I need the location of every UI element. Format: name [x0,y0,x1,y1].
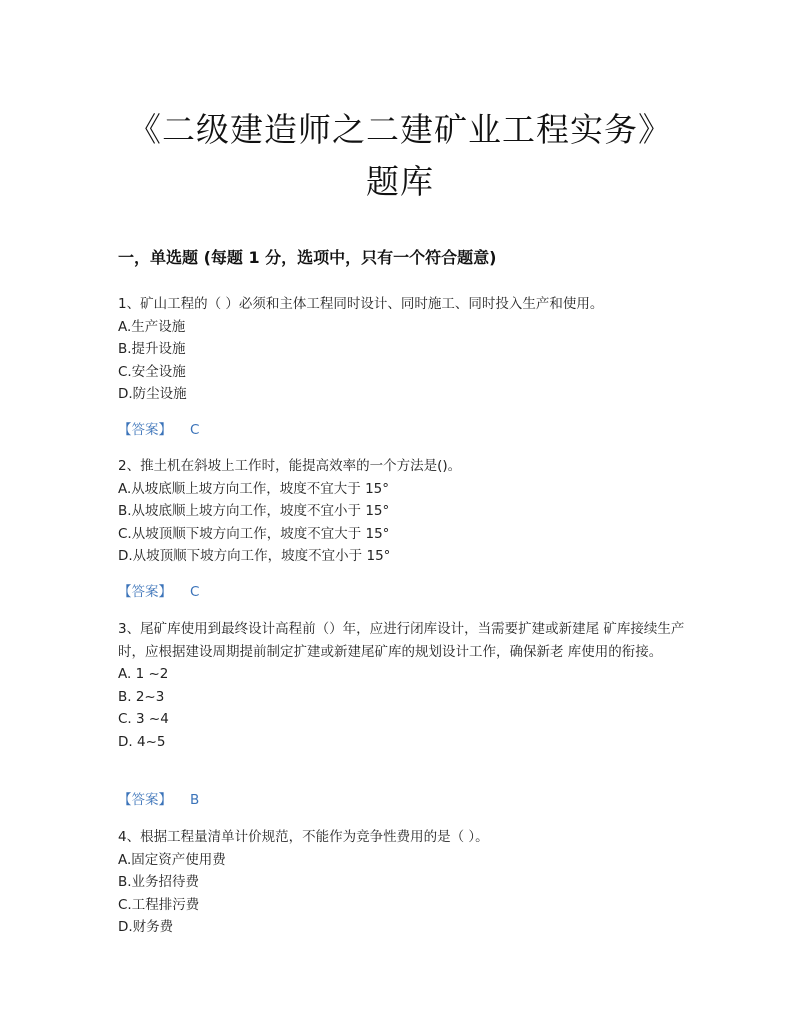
section-heading: 一，单选题 (每题 1 分，选项中，只有一个符合题意) [118,248,497,267]
answer-label: 【答案】 [118,584,172,600]
option-a: A.生产设施 [118,318,186,335]
question-stem: 2、推土机在斜坡上工作时，能提高效率的一个方法是()。 [118,458,462,474]
option-c: C. 3 ~4 [118,711,169,727]
question-2 [118,455,690,568]
question-stem: 3、尾矿库使用到最终设计高程前（）年，应进行闭库设计，当需要扩建或新建尾 矿库接续生产时，应根据建设周期提前制定扩建或新建尾矿库的规划设计工作，确保新老 库使用的衔接。 [118,621,685,660]
answer-value: B [190,792,200,808]
option-d: D. 4~5 [118,733,166,750]
option-b: B.从坡底顺上坡方向工作，坡度不宜小于 15° [118,503,390,519]
answer-2 [118,581,199,603]
question-4 [118,826,690,939]
option-d: D.从坡顶顺下坡方向工作，坡度不宜小于 15° [118,548,391,564]
option-a: A.固定资产使用费 [118,851,226,868]
answer-label: 【答案】 [118,422,172,438]
option-c: C.从坡顶顺下坡方向工作，坡度不宜大于 15° [118,525,390,542]
option-c: C.安全设施 [118,363,186,380]
question-1 [118,293,690,406]
answer-value: C [190,584,200,600]
document-title-line2: 题库 [366,162,434,201]
option-d: D.财务费 [118,919,174,935]
answer-value: C [190,422,200,438]
question-stem: 1、矿山工程的（ ）必须和主体工程同时设计、同时施工、同时投入生产和使用。 [118,296,604,312]
document-title: 《二级建造师之二建矿业工程实务》 [128,110,672,149]
option-c: C.工程排污费 [118,896,200,913]
option-a: A. 1 ~2 [118,666,169,682]
option-b: B.业务招待费 [118,874,200,890]
answer-1 [118,419,199,441]
answer-label: 【答案】 [118,792,172,808]
option-b: B.提升设施 [118,341,186,357]
question-stem: 4、根据工程量清单计价规范，不能作为竞争性费用的是（ ）。 [118,829,489,845]
answer-3 [118,789,199,811]
option-a: A.从坡底顺上坡方向工作，坡度不宜大于 15° [118,480,390,497]
option-b: B. 2~3 [118,688,165,705]
option-d: D.防尘设施 [118,386,187,402]
question-3 [118,618,690,753]
